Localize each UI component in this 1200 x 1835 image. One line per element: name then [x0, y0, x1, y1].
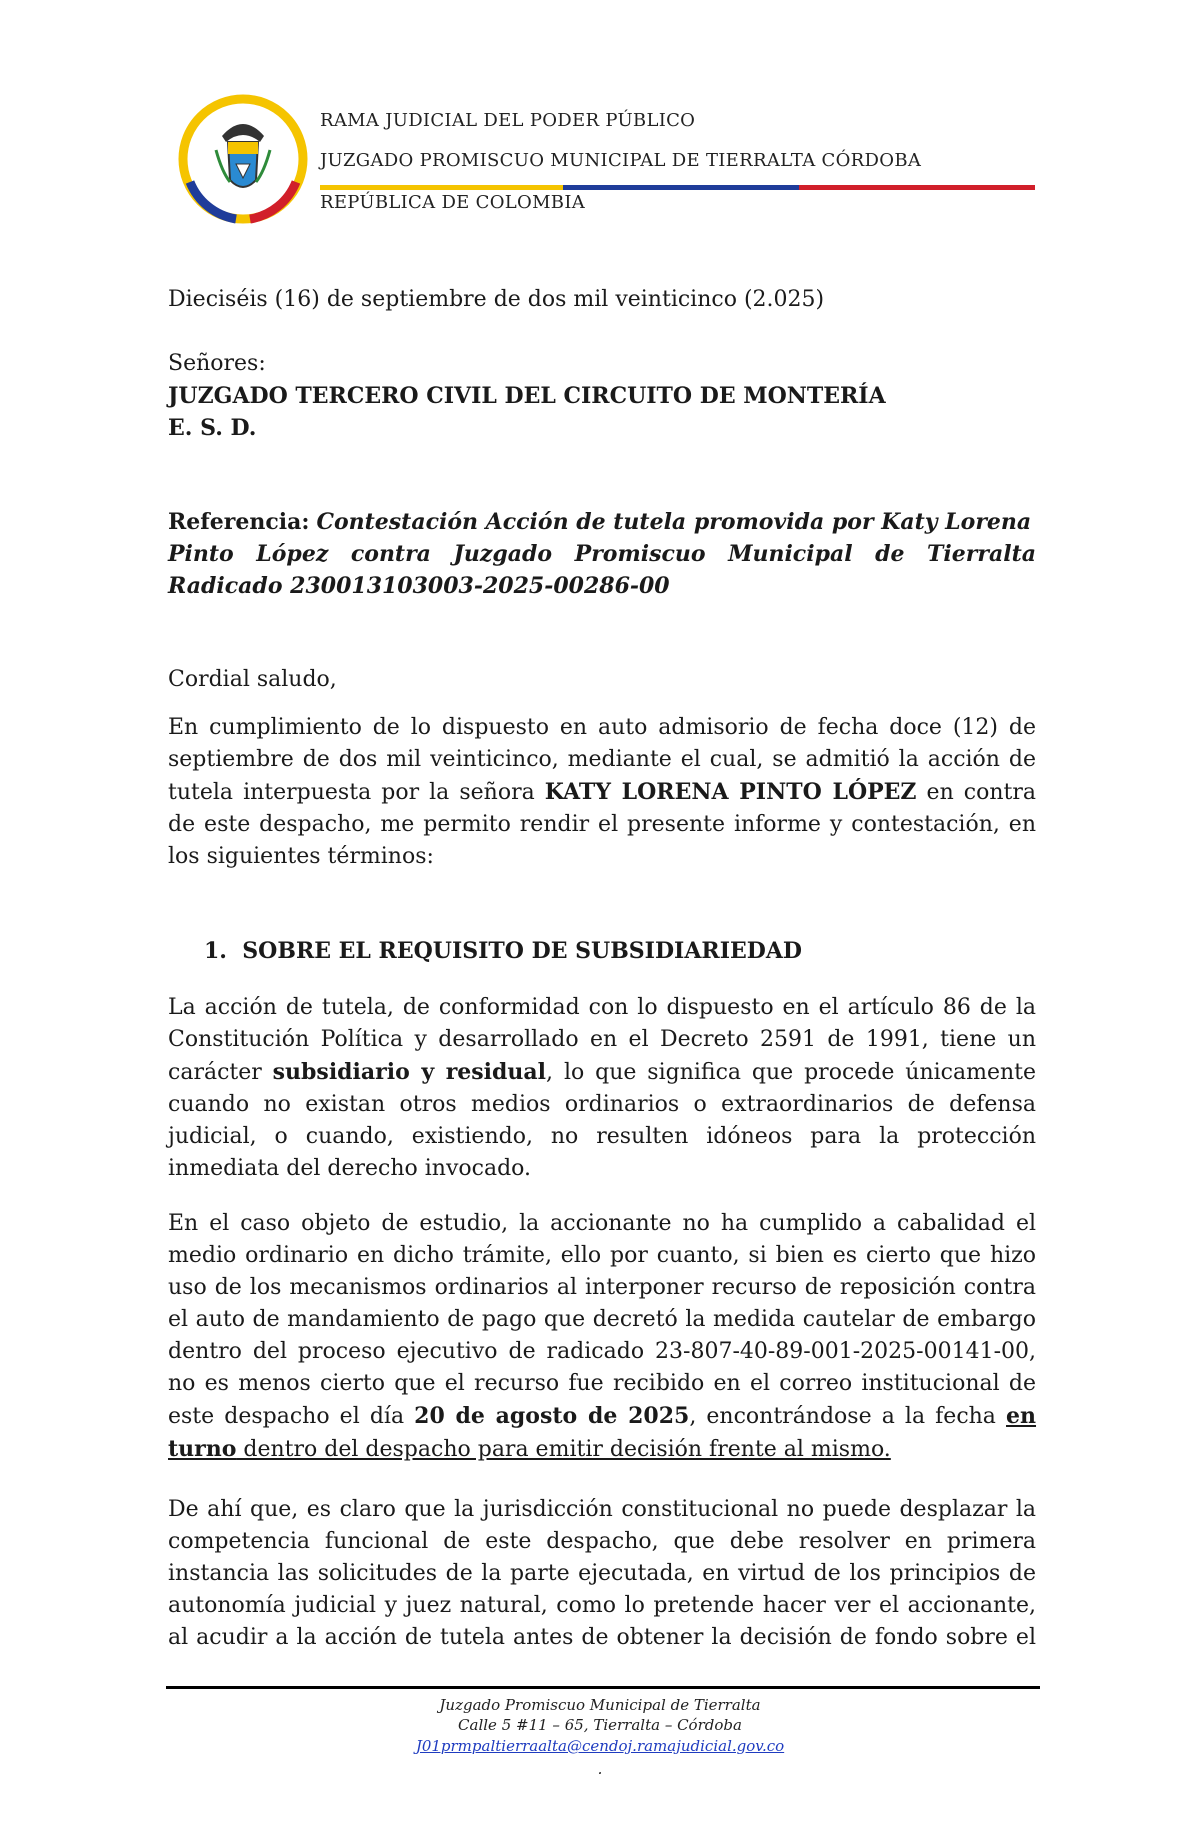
addressee-salutation: Señores: [168, 351, 266, 376]
reference-label: Referencia: [168, 509, 310, 535]
reference-text-3: Radicado 230013103003-2025-00286-00 [168, 573, 670, 599]
header-juzgado: JUZGADO PROMISCUO MUNICIPAL DE TIERRALTA CÓRDOBA [320, 150, 922, 171]
para2-text-1: En el caso objeto de estudio, la accionante no ha cumplido a cabalidad el medio ordinario en dicho trámite, ello por cuanto, si bien es cierto que hizo uso de los mecanismos ordinarios al interponer recurso de reposición contra el auto de mandamiento de pago que decretó la medida cautelar de embargo dentro del proceso ejecutivo de radicado 23-807-40-89-001-2025-00141-00, no es menos cierto que el recurso fue recibido en el correo institucional de este despacho el día [168, 1211, 1036, 1429]
para2-text-3: dentro del despacho para emitir decisión frente al mismo. [236, 1437, 891, 1462]
para2-text-2: , encontrándose a la fecha [689, 1404, 1007, 1429]
reference-text-2: Pinto López contra Juzgado Promiscuo Municipal de Tierralta [168, 541, 1036, 567]
stripe-yellow [320, 185, 563, 190]
para1-bold: subsidiario y residual [272, 1059, 547, 1085]
section-1-number: 1. [204, 938, 227, 964]
intro-text-1: En cumplimiento de lo dispuesto en auto admisorio de fecha doce (12) de septiembre de dos mil veinticinco, mediante el cual, se admitió la acción de tutela interpuesta por la señora [168, 715, 1036, 805]
para2-en-turno: en turno [168, 1403, 1037, 1462]
stripe-blue [563, 185, 799, 190]
footer-rule [166, 1686, 1040, 1689]
footer-court-name: Juzgado Promiscuo Municipal de Tierralta [439, 1696, 761, 1714]
reference-text-1: Contestación Acción de tutela promovida por Katy Lorena [316, 509, 1032, 535]
greeting: Cordial saludo, [168, 667, 337, 692]
footer-address: Calle 5 #11 – 65, Tierralta – Córdoba [458, 1716, 742, 1734]
para1-text-1: La acción de tutela, de conformidad con lo dispuesto en el artículo 86 de la Constitución Política y desarrollado en el Decreto 2591 de 1991, tiene un carácter [168, 995, 1036, 1085]
intro-paragraph [168, 712, 1036, 873]
letter-date: Dieciséis (16) de septiembre de dos mil veinticinco (2.025) [168, 287, 825, 312]
colombia-coat-of-arms-icon [176, 92, 310, 226]
addressee-name: JUZGADO TERCERO CIVIL DEL CIRCUITO DE MONTERÍA [168, 383, 886, 409]
paragraph-subsidiarity [168, 992, 1036, 1185]
footer-dot: . [597, 1760, 603, 1778]
para2-date: 20 de agosto de 2025 [414, 1403, 690, 1429]
reference-line-1 [168, 506, 1036, 539]
stripe-red [799, 185, 1035, 190]
paragraph-jurisdiction: De ahí que, es claro que la jurisdicción constitucional no puede desplazar la competencia funcional de este despacho, que debe resolver en primera instancia las solicitudes de la parte ejecutada, en virtud de los principios de autonomía judicial y juez natural, como lo pretende hacer ver el accionante, al acudir a la acción de tutela antes de obtener la decisión de fondo sobre el [168, 1497, 1036, 1650]
header-republica: REPÚBLICA DE COLOMBIA [320, 192, 586, 213]
section-1-heading [204, 938, 802, 964]
intro-text-2: en contra de este despacho, me permito rendir el presente informe y contestación, en los siguientes términos: [168, 780, 1036, 869]
paragraph-case [168, 1208, 1036, 1466]
flag-stripe [320, 185, 1035, 190]
section-1-title: SOBRE EL REQUISITO DE SUBSIDIARIEDAD [242, 938, 802, 964]
intro-plaintiff-name: KATY LORENA PINTO LÓPEZ [544, 779, 917, 805]
addressee-esd: E. S. D. [168, 415, 257, 441]
footer-email-link[interactable]: J01prmpaltierraalta@cendoj.ramajudicial.gov.co [415, 1737, 785, 1755]
header-rama-judicial: RAMA JUDICIAL DEL PODER PÚBLICO [320, 110, 696, 131]
para1-text-2: , lo que significa que procede únicamente cuando no existan otros medios ordinarios o extraordinarios de defensa judicial, o cuando, existiendo, no resulten idóneos para la protección inmediata del derecho invocado. [168, 1060, 1037, 1181]
